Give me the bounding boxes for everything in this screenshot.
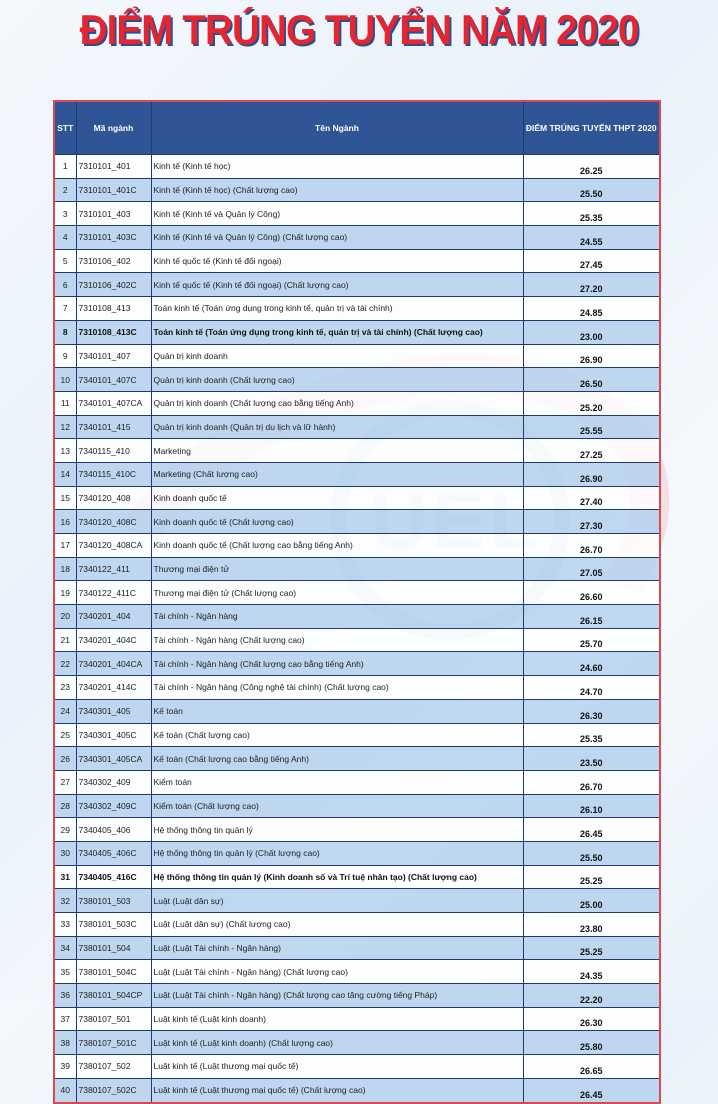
row-name: Kinh doanh quốc tế (Chất lượng cao bằng tiếng Anh): [151, 534, 523, 558]
row-score: 26.70: [523, 534, 660, 558]
row-score: 27.05: [523, 557, 660, 581]
row-stt: 38: [54, 1031, 76, 1055]
row-code: 7340101_415: [76, 415, 151, 439]
row-code: 7340101_407: [76, 344, 151, 368]
row-stt: 14: [54, 462, 76, 486]
row-stt: 4: [54, 226, 76, 250]
table-row: [54, 889, 660, 913]
row-name: Marketing: [151, 439, 523, 463]
row-code: 7310106_402C: [76, 273, 151, 297]
row-name: Kinh tế quốc tế (Kinh tế đối ngoại): [151, 249, 523, 273]
row-stt: 2: [54, 178, 76, 202]
row-name: Kiểm toán (Chất lượng cao): [151, 794, 523, 818]
row-stt: 18: [54, 557, 76, 581]
row-code: 7310108_413: [76, 297, 151, 321]
row-name: Hệ thống thông tin quản lý: [151, 818, 523, 842]
table-row: [54, 913, 660, 937]
row-score: 27.20: [523, 273, 660, 297]
table-row: [54, 747, 660, 771]
row-code: 7380107_501: [76, 1007, 151, 1031]
row-stt: 16: [54, 510, 76, 534]
row-code: 7340115_410C: [76, 462, 151, 486]
row-code: 7340115_410: [76, 439, 151, 463]
row-stt: 29: [54, 818, 76, 842]
row-code: 7340405_416C: [76, 865, 151, 889]
row-name: Quản trị kinh doanh (Chất lượng cao bằng tiếng Anh): [151, 391, 523, 415]
table-row: [54, 865, 660, 889]
row-score: 26.25: [523, 155, 660, 179]
row-score: 26.30: [523, 1007, 660, 1031]
row-stt: 22: [54, 652, 76, 676]
row-code: 7310101_401C: [76, 178, 151, 202]
row-stt: 23: [54, 676, 76, 700]
row-score: 25.35: [523, 202, 660, 226]
row-stt: 34: [54, 936, 76, 960]
row-stt: 11: [54, 391, 76, 415]
row-name: Toán kinh tế (Toán ứng dụng trong kinh tế, quản trị và tài chính) (Chất lượng cao): [151, 320, 523, 344]
row-score: 27.40: [523, 486, 660, 510]
row-name: Kế toán (Chất lượng cao): [151, 723, 523, 747]
table-row: [54, 1031, 660, 1055]
row-name: Kế toán: [151, 699, 523, 723]
row-score: 25.20: [523, 391, 660, 415]
row-code: 7310101_401: [76, 155, 151, 179]
table-row: [54, 652, 660, 676]
table-row: [54, 818, 660, 842]
row-score: 26.65: [523, 1055, 660, 1079]
table-row: [54, 344, 660, 368]
row-code: 7340101_407C: [76, 368, 151, 392]
row-score: 24.70: [523, 676, 660, 700]
row-stt: 21: [54, 628, 76, 652]
row-name: Luật kinh tế (Luật kinh doanh): [151, 1007, 523, 1031]
table-row: [54, 202, 660, 226]
table-row: [54, 439, 660, 463]
table-row: [54, 960, 660, 984]
row-name: Luật kinh tế (Luật thương mại quốc tế): [151, 1055, 523, 1079]
row-stt: 33: [54, 913, 76, 937]
table-row: [54, 249, 660, 273]
row-score: 26.30: [523, 699, 660, 723]
row-stt: 20: [54, 605, 76, 629]
row-name: Kinh tế (Kinh tế và Quản lý Công): [151, 202, 523, 226]
row-code: 7340301_405CA: [76, 747, 151, 771]
row-stt: 12: [54, 415, 76, 439]
row-score: 25.50: [523, 841, 660, 865]
header-stt: STT: [54, 101, 76, 155]
row-code: 7380107_502C: [76, 1078, 151, 1102]
row-name: Hệ thống thông tin quản lý (Kinh doanh số và Trí tuệ nhân tạo) (Chất lượng cao): [151, 865, 523, 889]
row-score: 27.30: [523, 510, 660, 534]
row-name: Kinh tế (Kinh tế học): [151, 155, 523, 179]
table-row: [54, 273, 660, 297]
row-name: Tài chính - Ngân hàng (Chất lượng cao bằng tiếng Anh): [151, 652, 523, 676]
table-row: [54, 510, 660, 534]
row-code: 7340302_409C: [76, 794, 151, 818]
table-row: [54, 486, 660, 510]
table-row: [54, 984, 660, 1008]
table-row: [54, 1007, 660, 1031]
table-row: [54, 605, 660, 629]
row-stt: 1: [54, 155, 76, 179]
row-name: Quản trị kinh doanh (Quản trị du lịch và lữ hành): [151, 415, 523, 439]
row-score: 27.45: [523, 249, 660, 273]
table-row: [54, 534, 660, 558]
row-name: Luật (Luật dân sự): [151, 889, 523, 913]
row-score: 26.45: [523, 818, 660, 842]
row-code: 7340101_407CA: [76, 391, 151, 415]
table-row: [54, 841, 660, 865]
row-name: Tài chính - Ngân hàng: [151, 605, 523, 629]
table-row: [54, 320, 660, 344]
row-code: 7380101_504C: [76, 960, 151, 984]
row-name: Kinh tế quốc tế (Kinh tế đối ngoại) (Chất lượng cao): [151, 273, 523, 297]
row-code: 7310108_413C: [76, 320, 151, 344]
row-name: Kinh tế (Kinh tế và Quản lý Công) (Chất lượng cao): [151, 226, 523, 250]
table-row: [54, 1055, 660, 1079]
row-stt: 26: [54, 747, 76, 771]
row-stt: 15: [54, 486, 76, 510]
row-code: 7340201_404CA: [76, 652, 151, 676]
page-title: ĐIỂM TRÚNG TUYỂN NĂM 2020: [79, 6, 639, 53]
row-stt: 31: [54, 865, 76, 889]
table-row: [54, 1078, 660, 1102]
table-row: [54, 676, 660, 700]
row-stt: 27: [54, 770, 76, 794]
row-name: Luật (Luật Tài chính - Ngân hàng) (Chất lượng cao tăng cường tiếng Pháp): [151, 984, 523, 1008]
row-code: 7340201_404C: [76, 628, 151, 652]
row-stt: 39: [54, 1055, 76, 1079]
table-row: [54, 297, 660, 321]
row-stt: 28: [54, 794, 76, 818]
row-name: Luật (Luật dân sự) (Chất lượng cao): [151, 913, 523, 937]
row-name: Kinh tế (Kinh tế học) (Chất lượng cao): [151, 178, 523, 202]
row-code: 7380107_502: [76, 1055, 151, 1079]
row-code: 7380101_503: [76, 889, 151, 913]
row-score: 24.35: [523, 960, 660, 984]
table-row: [54, 415, 660, 439]
row-name: Luật kinh tế (Luật thương mại quốc tế) (Chất lượng cao): [151, 1078, 523, 1102]
table-row: [54, 936, 660, 960]
row-code: 7380101_504: [76, 936, 151, 960]
row-score: 26.90: [523, 462, 660, 486]
row-code: 7340120_408: [76, 486, 151, 510]
table-row: [54, 155, 660, 179]
row-name: Kế toán (Chất lượng cao bằng tiếng Anh): [151, 747, 523, 771]
row-name: Thương mại điện tử: [151, 557, 523, 581]
row-score: 23.50: [523, 747, 660, 771]
row-stt: 13: [54, 439, 76, 463]
row-score: 25.80: [523, 1031, 660, 1055]
row-name: Toán kinh tế (Toán ứng dụng trong kinh tế, quản trị và tài chính): [151, 297, 523, 321]
row-code: 7380107_501C: [76, 1031, 151, 1055]
row-code: 7310101_403C: [76, 226, 151, 250]
admission-scores-table: [53, 100, 661, 1104]
row-score: 22.20: [523, 984, 660, 1008]
row-code: 7310101_403: [76, 202, 151, 226]
table-row: [54, 628, 660, 652]
table-row: [54, 462, 660, 486]
row-score: 26.10: [523, 794, 660, 818]
row-name: Luật (Luật Tài chính - Ngân hàng): [151, 936, 523, 960]
table-row: [54, 581, 660, 605]
row-name: Quản trị kinh doanh: [151, 344, 523, 368]
row-score: 26.15: [523, 605, 660, 629]
row-score: 26.60: [523, 581, 660, 605]
row-code: 7310106_402: [76, 249, 151, 273]
row-stt: 35: [54, 960, 76, 984]
row-score: 25.25: [523, 936, 660, 960]
row-score: 26.70: [523, 770, 660, 794]
row-stt: 40: [54, 1078, 76, 1102]
row-score: 26.50: [523, 368, 660, 392]
row-stt: 24: [54, 699, 76, 723]
row-code: 7380101_504CP: [76, 984, 151, 1008]
table-body: [54, 155, 660, 1103]
row-name: Marketing (Chất lượng cao): [151, 462, 523, 486]
row-stt: 6: [54, 273, 76, 297]
row-name: Tài chính - Ngân hàng (Chất lượng cao): [151, 628, 523, 652]
row-code: 7340120_408CA: [76, 534, 151, 558]
header-code: Mã ngành: [76, 101, 151, 155]
row-name: Quản trị kinh doanh (Chất lượng cao): [151, 368, 523, 392]
row-stt: 32: [54, 889, 76, 913]
row-stt: 36: [54, 984, 76, 1008]
row-stt: 5: [54, 249, 76, 273]
table-row: [54, 226, 660, 250]
row-score: 24.55: [523, 226, 660, 250]
row-score: 23.00: [523, 320, 660, 344]
row-score: 25.25: [523, 865, 660, 889]
row-stt: 19: [54, 581, 76, 605]
row-name: Kiểm toán: [151, 770, 523, 794]
table-row: [54, 178, 660, 202]
row-stt: 3: [54, 202, 76, 226]
row-name: Kinh doanh quốc tế (Chất lượng cao): [151, 510, 523, 534]
header-score: ĐIỂM TRÚNG TUYỂN THPT 2020: [523, 101, 660, 155]
row-stt: 30: [54, 841, 76, 865]
row-code: 7380101_503C: [76, 913, 151, 937]
row-code: 7340122_411C: [76, 581, 151, 605]
row-code: 7340301_405: [76, 699, 151, 723]
row-score: 24.60: [523, 652, 660, 676]
table-row: [54, 557, 660, 581]
table-row: [54, 794, 660, 818]
row-code: 7340302_409: [76, 770, 151, 794]
row-code: 7340122_411: [76, 557, 151, 581]
row-name: Hệ thống thông tin quản lý (Chất lượng cao): [151, 841, 523, 865]
table-row: [54, 723, 660, 747]
row-code: 7340201_404: [76, 605, 151, 629]
table-row: [54, 770, 660, 794]
table-header-row: [54, 101, 660, 155]
row-score: 26.45: [523, 1078, 660, 1102]
row-stt: 25: [54, 723, 76, 747]
row-stt: 8: [54, 320, 76, 344]
row-stt: 7: [54, 297, 76, 321]
table-row: [54, 368, 660, 392]
row-stt: 10: [54, 368, 76, 392]
row-name: Tài chính - Ngân hàng (Công nghệ tài chính) (Chất lượng cao): [151, 676, 523, 700]
row-score: 24.85: [523, 297, 660, 321]
row-stt: 17: [54, 534, 76, 558]
row-score: 25.00: [523, 889, 660, 913]
row-score: 25.70: [523, 628, 660, 652]
row-code: 7340405_406C: [76, 841, 151, 865]
row-score: 25.50: [523, 178, 660, 202]
table-row: [54, 391, 660, 415]
row-code: 7340201_414C: [76, 676, 151, 700]
row-score: 27.25: [523, 439, 660, 463]
row-name: Luật (Luật Tài chính - Ngân hàng) (Chất lượng cao): [151, 960, 523, 984]
row-code: 7340301_405C: [76, 723, 151, 747]
row-score: 26.90: [523, 344, 660, 368]
header-name: Tên Ngành: [151, 101, 523, 155]
row-score: 25.55: [523, 415, 660, 439]
row-name: Luật kinh tế (Luật kinh doanh) (Chất lượng cao): [151, 1031, 523, 1055]
row-stt: 37: [54, 1007, 76, 1031]
row-score: 23.80: [523, 913, 660, 937]
row-code: 7340405_406: [76, 818, 151, 842]
row-code: 7340120_408C: [76, 510, 151, 534]
row-name: Thương mại điện tử (Chất lượng cao): [151, 581, 523, 605]
row-stt: 9: [54, 344, 76, 368]
row-score: 25.35: [523, 723, 660, 747]
table-row: [54, 699, 660, 723]
row-name: Kinh doanh quốc tế: [151, 486, 523, 510]
